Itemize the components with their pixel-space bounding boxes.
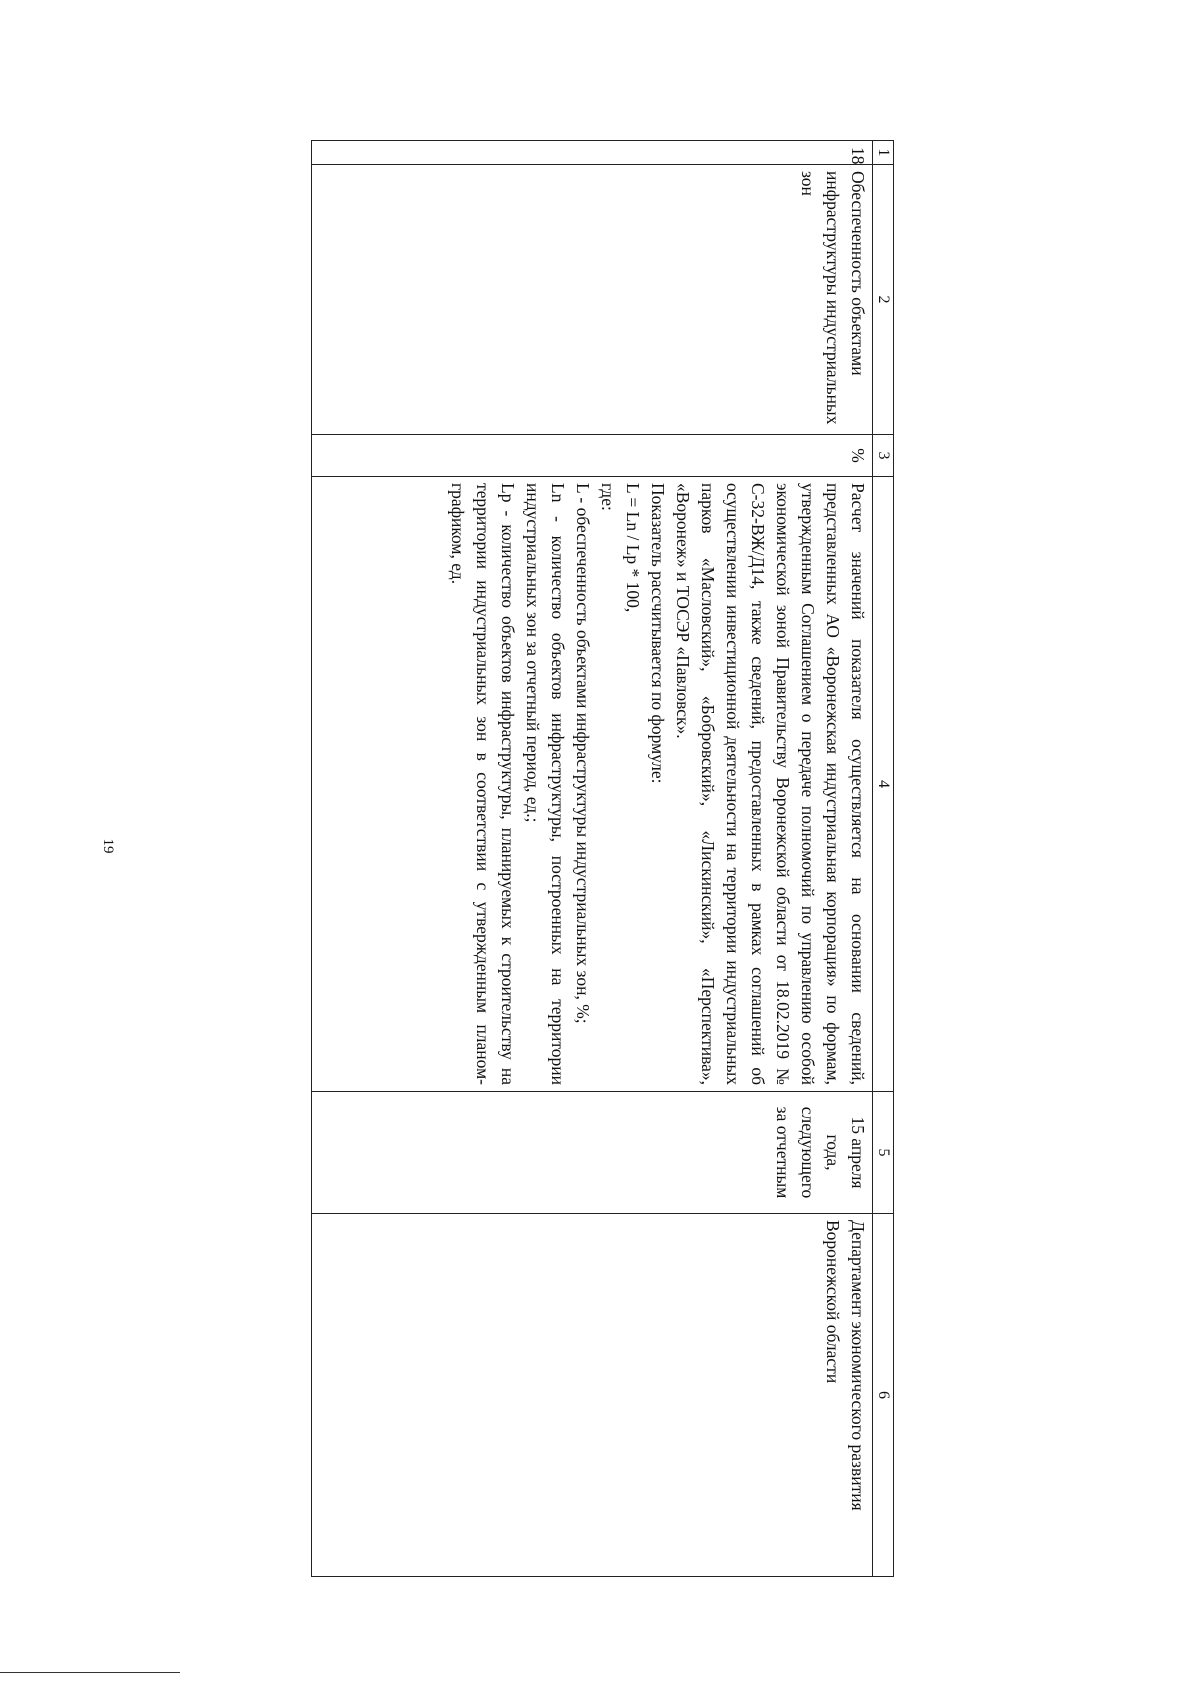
header-col-2: 2 (873, 165, 894, 435)
method-formula-intro: Показатель рассчитывается по формуле: (648, 483, 668, 784)
indicator-table-container (312, 140, 894, 1576)
calculation-method (312, 477, 873, 1092)
method-def-lp: Lp - количество объектов инфраструктуры, планируемых к строительству на территории индустриальных зон в соответствии с утвержденным планом-графиком, ед. (448, 483, 518, 1085)
method-def-l: L - обеспеченность объектами инфраструктуры индустриальных зон, %; (573, 483, 593, 1024)
header-col-3: 3 (873, 435, 894, 477)
header-col-4: 4 (873, 477, 894, 1092)
method-formula: L = Ln / Lp * 100, (623, 483, 643, 613)
header-col-5: 5 (873, 1092, 894, 1214)
table-row (312, 141, 873, 1577)
reporting-deadline: 15 апреля года, следующего за отчетным (312, 1092, 873, 1214)
indicator-table (311, 140, 894, 1577)
row-number: 18 (312, 141, 873, 165)
method-def-ln: Ln - количество объектов инфраструктуры, построенных на территории индустриальных зон за отчетный период, ед.; (523, 483, 568, 1085)
method-where: где: (598, 483, 618, 511)
header-col-1: 1 (873, 141, 894, 165)
unit-of-measure: % (312, 435, 873, 477)
header-col-6: 6 (873, 1214, 894, 1577)
responsible-body: Департамент экономического развития Воронежской области (312, 1214, 873, 1577)
page-number: 19 (100, 838, 116, 854)
indicator-name: Обеспеченность объектами инфраструктуры индустриальных зон (312, 165, 873, 435)
method-intro: Расчет значений показателя осуществляется на основании сведений, представленных АО «Воронежская индустриальная корпорация» по формам, утвержденным Соглашением о передаче полномочий по управлению особой экономической зоной Правительству Воронежской области от 18.02.2019 № С-32-ВЖ/Д14, также сведений, предоставленных в рамках соглашений об осуществлении инвестиционной деятельности на территории индустриальных парков «Масловский», «Бобровский», «Лискинский», «Перспектива», «Воронеж» и ТОСЭР «Павловск». (673, 483, 868, 1085)
table-header-row (873, 141, 894, 1577)
footnote-rule (0, 1672, 180, 1673)
